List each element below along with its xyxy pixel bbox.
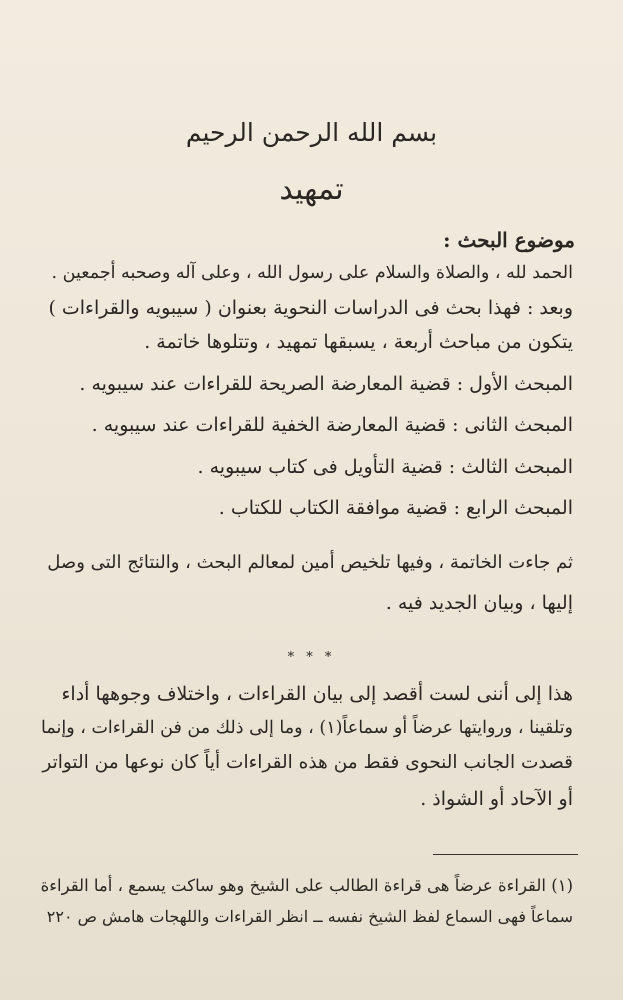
footnote-line: سماعاً فهى السماع لفظ الشيخ نفسه ــ انظر القراءات واللهجات هامش ص ٢٢٠ bbox=[46, 907, 573, 926]
page-title: تمهيد bbox=[279, 172, 344, 207]
footnote-rule bbox=[433, 854, 578, 855]
intro-line: وبعد : فهذا بحث فى الدراسات النحوية بعنوان ( سيبويه والقراءات ) bbox=[48, 297, 573, 319]
conclusion-line: إليها ، وبيان الجديد فيه . bbox=[385, 592, 573, 614]
chapter-line: المبحث الثالث : قضية التأويل فى كتاب سيبويه . bbox=[197, 456, 573, 478]
section-separator: * * * bbox=[287, 650, 336, 665]
chapter-line: المبحث الرابع : قضية موافقة الكتاب للكتاب . bbox=[218, 497, 573, 519]
intro-line: يتكون من مباحث أربعة ، يسبقها تمهيد ، وتتلوها خاتمة . bbox=[144, 331, 573, 353]
basmala: بسم الله الرحمن الرحيم bbox=[185, 118, 438, 147]
note-line: هذا إلى أننى لست أقصد إلى بيان القراءات ، واختلاف وجوهها أداء bbox=[61, 683, 573, 705]
note-line: وتلقينا ، وروايتها عرضاً أو سماعاً(١) ، وما إلى ذلك من فن القراءات ، وإنما bbox=[41, 718, 573, 738]
chapter-line: المبحث الثانى : قضية المعارضة الخفية للقراءات عند سيبويه . bbox=[91, 414, 573, 436]
note-line: أو الآحاد أو الشواذ . bbox=[420, 788, 573, 810]
section-heading: موضوع البحث : bbox=[443, 228, 575, 252]
note-line: قصدت الجانب النحوى فقط من هذه القراءات أياً كان نوعها من التواتر bbox=[42, 752, 573, 773]
chapter-line: المبحث الأول : قضية المعارضة الصريحة للقراءات عند سيبويه . bbox=[79, 373, 573, 395]
intro-line: الحمد لله ، والصلاة والسلام على رسول الله ، وعلى آله وصحبه أجمعين . bbox=[51, 263, 573, 283]
conclusion-line: ثم جاءت الخاتمة ، وفيها تلخيص أمين لمعالم البحث ، والنتائج التى وصل bbox=[47, 552, 573, 573]
footnote-line: (١) القراءة عرضاً هى قراءة الطالب على الشيخ وهو ساكت يسمع ، أما القراءة bbox=[40, 876, 573, 895]
